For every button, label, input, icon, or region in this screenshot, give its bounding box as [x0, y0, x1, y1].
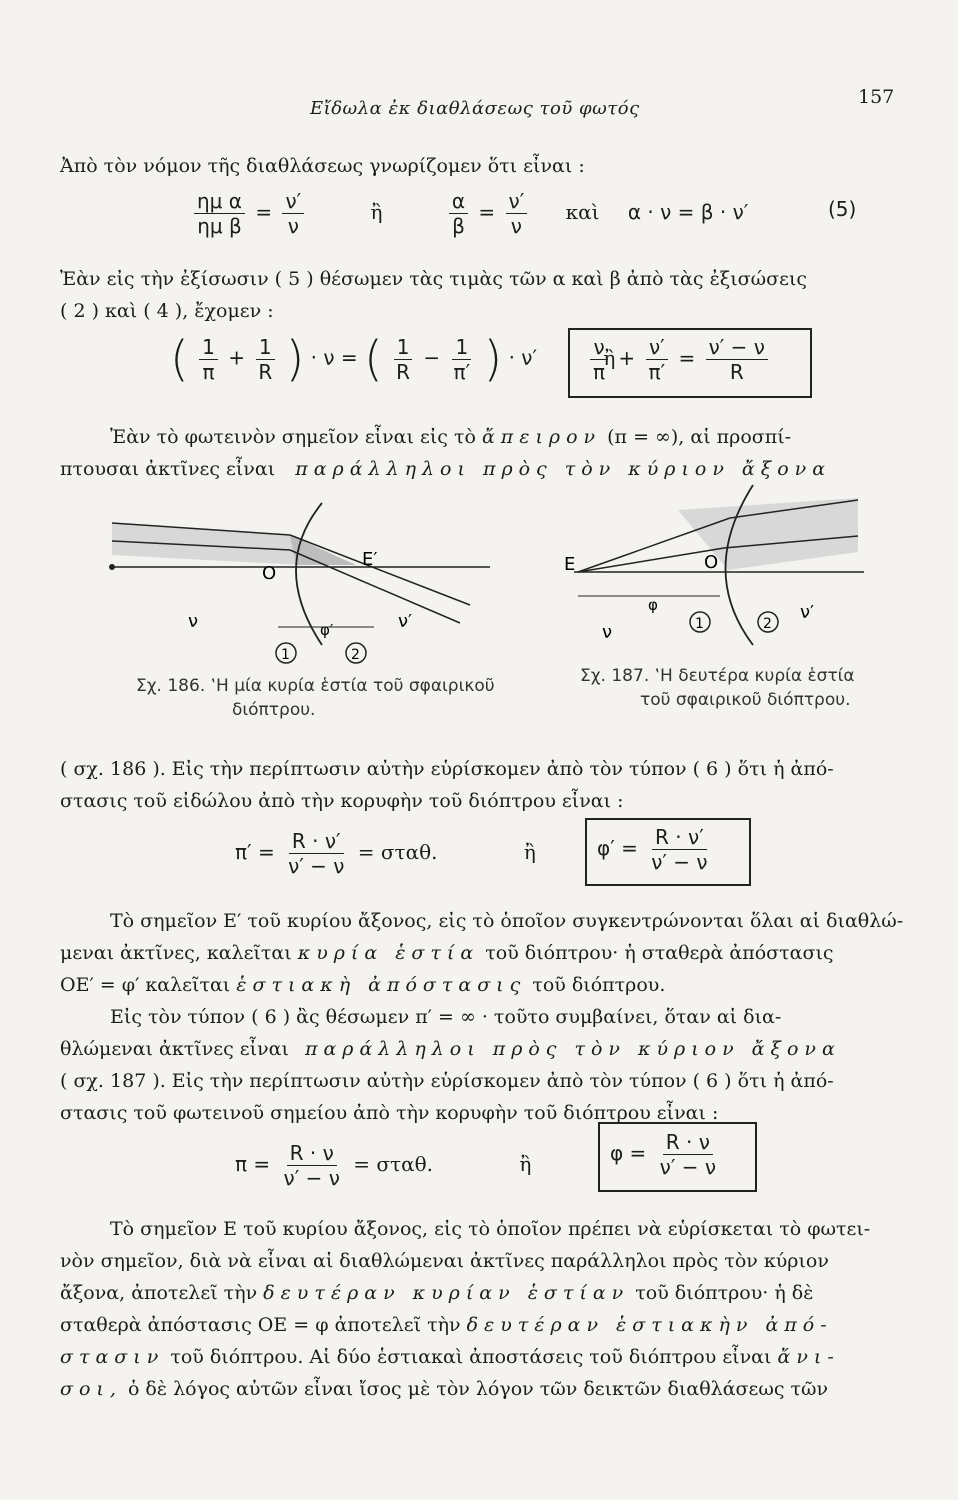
equation-focal-image: π′ = $\frac{R \cdot \nu'}{\nu' - \nu}$ = σταθ. ἢ	[235, 829, 536, 878]
running-header: Εἴδωλα ἐκ διαθλάσεως τοῦ φωτός	[310, 98, 640, 119]
text-line: ( 2 ) καὶ ( 4 ), ἔχομεν :	[60, 300, 274, 322]
text-line: ΟΕ′ = φ′ καλεῖται ἑστιακὴ ἀπόστασις τοῦ διόπτρου.	[60, 974, 666, 996]
label-nu-prime: ν′	[398, 611, 413, 632]
text-line: ἄξονα, ἀποτελεῖ τὴν δευτέραν κυρίαν ἑστίαν τοῦ διόπτρου· ἡ δὲ	[60, 1282, 814, 1304]
fraction: $\frac{\nu}{\pi}$	[590, 336, 608, 383]
text-line: Τὸ σημεῖον Ε′ τοῦ κυρίου ἄξονος, εἰς τὸ ὁποῖον συγκεντρώνονται ὅλαι αἱ διαθλώ-	[110, 910, 904, 932]
text-line: Τὸ σημεῖον Ε τοῦ κυρίου ἄξονος, εἰς τὸ ὁποῖον πρέπει νὰ εὑρίσκεται τὸ φωτει-	[110, 1218, 871, 1240]
text-line: μεναι ἀκτῖνες, καλεῖται κυρία ἑστία τοῦ διόπτρου· ἡ σταθερὰ ἀπόστασις	[60, 942, 834, 964]
text-line: σοι, ὁ δὲ λόγος αὐτῶν εἶναι ἴσος μὲ τὸν λόγον τῶν δεικτῶν διαθλάσεως τῶν	[60, 1378, 829, 1400]
label-E: E	[564, 554, 576, 575]
label-medium-2: 2	[351, 647, 360, 663]
refracting-surface	[296, 503, 322, 645]
fraction: $\frac{\alpha}{\beta}$	[449, 190, 468, 237]
figure-186	[100, 495, 500, 675]
label-nu-prime: ν′	[800, 602, 815, 623]
figure-187-caption: Σχ. 187. ‛Η δευτέρα κυρία ἑστία	[580, 666, 855, 686]
page-number: 157	[858, 86, 895, 108]
text-line: σταθερὰ ἀπόστασις ΟΕ = φ ἀποτελεῖ τὴν δευτέραν ἑστιακὴν ἀπό-	[60, 1314, 833, 1336]
text-line: ( σχ. 186 ). Εἰς τὴν περίπτωσιν αὐτὴν εὑρίσκομεν ἀπὸ τὸν τύπον ( 6 ) ὅτι ἡ ἀπό-	[60, 758, 834, 780]
text-line: Ἀπὸ τὸν νόμον τῆς διαθλάσεως γνωρίζομεν ὅτι εἶναι :	[60, 155, 585, 177]
text-line: στασιν τοῦ διόπτρου. Αἱ δύο ἑστιακαὶ ἀποστάσεις τοῦ διόπτρου εἶναι ἄνι-	[60, 1346, 840, 1368]
fraction: $\frac{\text{ημ α}}{\text{ημ β}}$	[194, 190, 245, 237]
source-point	[109, 564, 115, 570]
label-medium-2: 2	[763, 616, 772, 632]
text-line: Ἐὰν εἰς τὴν ἐξίσωσιν ( 5 ) θέσωμεν τὰς τιμὰς τῶν α καὶ β ἀπὸ τὰς ἐξισώσεις	[60, 268, 808, 290]
ray	[578, 548, 724, 572]
figure-186-caption: διόπτρου.	[232, 700, 316, 720]
label-O: O	[704, 552, 719, 573]
fraction: $\frac{\nu'}{\pi'}$	[646, 336, 669, 383]
refracted-ray	[290, 535, 470, 605]
equation-label: (5)	[828, 197, 857, 221]
fraction: $\frac{1}{\pi'}$	[453, 334, 471, 384]
boxed-equation: φ′ = $\frac{R \cdot \nu'}{\nu' - \nu}$	[585, 818, 751, 886]
label-medium-1: 1	[281, 647, 290, 663]
text-line: στασις τοῦ φωτεινοῦ σημείου ἀπὸ τὴν κορυφὴν τοῦ διόπτρου εἶναι :	[60, 1102, 719, 1124]
equation-5: $\frac{\text{ημ α}}{\text{ημ β}}$ = $\frac{\nu'}{\nu}$ ἢ $\frac{\alpha}{\beta}$ = $\frac{\nu'}{\nu}$ καὶ α · ν = β · ν′	[190, 190, 748, 237]
fraction: $\frac{\nu'}{\nu}$	[506, 190, 528, 237]
boxed-equation: φ = $\frac{R \cdot \nu}{\nu' - \nu}$	[598, 1122, 757, 1192]
text-line: ( σχ. 187 ). Εἰς τὴν περίπτωσιν αὐτὴν εὑρίσκομεν ἀπὸ τὸν τύπον ( 6 ) ὅτι ἡ ἀπό-	[60, 1070, 834, 1092]
text-line: θλώμεναι ἀκτῖνες εἶναι παράλληλοι πρὸς τὸν κύριον ἄξονα	[60, 1038, 841, 1060]
fraction: $\frac{1}{R}$	[255, 336, 275, 383]
fraction: $\frac{\nu' - \nu}{R}$	[706, 336, 768, 383]
boxed-equation: $\frac{\nu}{\pi}$ + $\frac{\nu'}{\pi'}$ = $\frac{\nu' - \nu}{R}$	[568, 328, 812, 398]
equation-focal-object: π = $\frac{R \cdot \nu}{\nu' - \nu}$ = σταθ. ἢ	[235, 1141, 532, 1190]
equation-lens-formula: ( $\frac{1}{\pi}$ + $\frac{1}{R}$ ) · ν = ( $\frac{1}{R}$ − $\frac{1}{\pi'}$ ) · ν′ ἢ	[170, 331, 616, 387]
text-line: Εἰς τὸν τύπον ( 6 ) ἂς θέσωμεν π′ = ∞ · τοῦτο συμβαίνει, ὅταν αἱ δια-	[110, 1006, 782, 1028]
text-line: στασις τοῦ εἰδώλου ἀπὸ τὴν κορυφὴν τοῦ διόπτρου εἶναι :	[60, 790, 624, 812]
text-line: πτουσαι ἀκτῖνες εἶναι παράλληλοι πρὸς τὸν κύριον ἄξονα	[60, 458, 832, 480]
text-line: νὸν σημεῖον, διὰ νὰ εἶναι αἱ διαθλώμεναι ἀκτῖνες παράλληλοι πρὸς τὸν κύριον	[60, 1250, 829, 1272]
figure-187-caption: τοῦ σφαιρικοῦ διόπτρου.	[640, 690, 851, 710]
fraction: $\frac{1}{\pi}$	[199, 336, 218, 383]
label-O: O	[262, 563, 277, 584]
label-nu: ν	[602, 622, 613, 643]
fraction: $\frac{R \cdot \nu}{\nu' - \nu}$	[283, 1141, 340, 1190]
label-medium-1: 1	[695, 616, 704, 632]
label-phi: φ	[648, 596, 658, 614]
fraction: $\frac{1}{R}$	[393, 336, 413, 383]
fraction: $\frac{R \cdot \nu'}{\nu' - \nu}$	[288, 829, 345, 878]
fraction: $\frac{\nu'}{\nu}$	[282, 190, 304, 237]
figure-186-caption: Σχ. 186. ‛Η μία κυρία ἑστία τοῦ σφαιρικοῦ	[136, 676, 495, 696]
label-E-prime: E′	[362, 549, 378, 570]
text-line: Ἐὰν τὸ φωτεινὸν σημεῖον εἶναι εἰς τὸ ἄπειρον (π = ∞), αἱ προσπί-	[110, 426, 792, 448]
label-nu: ν	[188, 611, 199, 632]
figure-187	[548, 480, 878, 660]
fraction: $\frac{R \cdot \nu}{\nu' - \nu}$	[659, 1130, 717, 1179]
label-phi-prime: φ′	[320, 621, 334, 639]
fraction: $\frac{R \cdot \nu'}{\nu' - \nu}$	[651, 825, 708, 874]
